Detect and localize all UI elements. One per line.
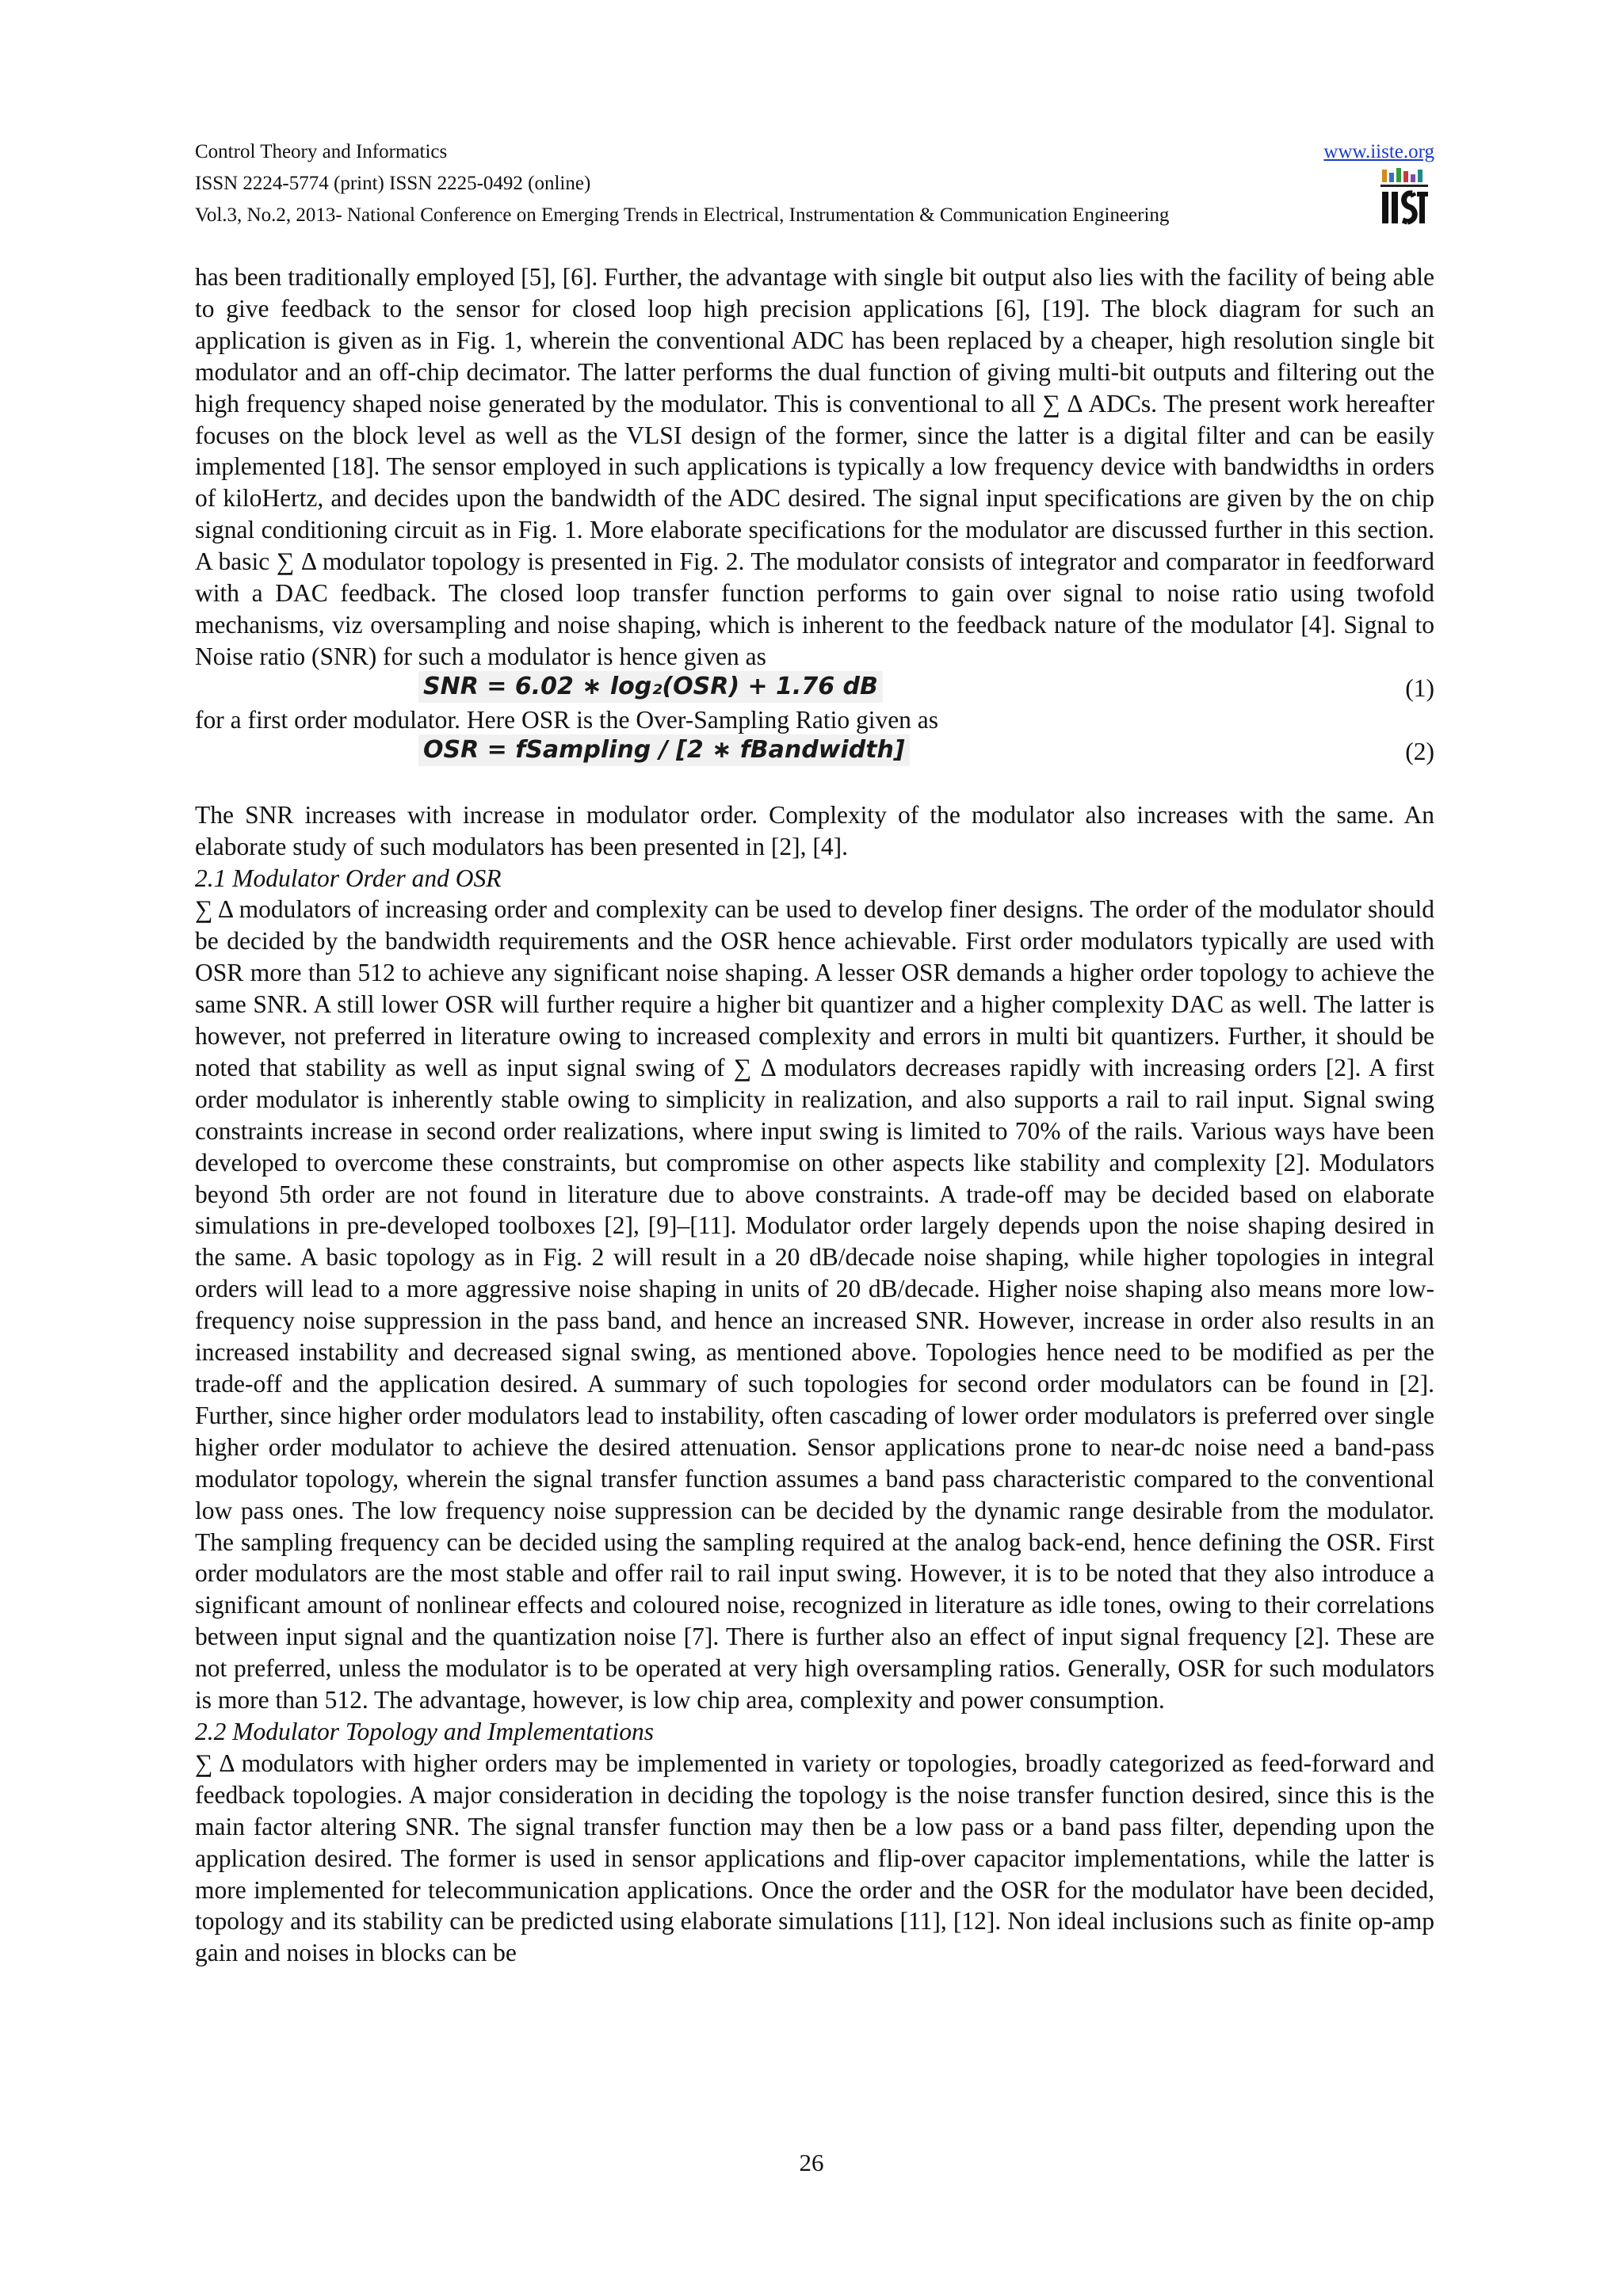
paragraph: ∑ Δ modulators of increasing order and complexity can be used to develop finer designs. The order of the modulator should be decided by the bandwidth requirements and the OSR hence achievable. First order modulators typically are used with OSR more than 512 to achieve any significant noise shaping. A lesser OSR demands a higher order topology to achieve the same SNR. A still lower OSR will further require a higher bit quantizer and a higher complexity DAC as well. The latter is however, not preferred in literature owing to increased complexity and errors in multi bit quantizers. Further, it should be noted that stability as well as input signal swing of ∑ Δ modulators decreases rapidly with increasing orders [2]. A first order modulator is inherently stable owing to simplicity in realization, and also supports a rail to rail input. Signal swing constraints increase in second order realizations, where input swing is limited to 70% of the rails. Various ways have been developed to overcome these constraints, but compromise on other aspects like stability and complexity [2]. Modulators beyond 5th order are not found in literature due to above constraints. A trade-off may be decided based on elaborate simulations in pre-developed toolboxes [2], [9]–[11]. Modulator order largely depends upon the noise shaping desired in the same. A basic topology as in Fig. 2 will result in a 20 dB/decade noise shaping, while higher topologies in integral orders will lead to a more aggressive noise shaping in units of 20 dB/decade. Higher noise shaping also means more low-frequency noise suppression in the pass band, and hence an increased SNR. However, increase in order also results in an increased instability and decreased signal swing, as mentioned above. Topologies hence need to be modified as per the trade-off and the application desired. A summary of such topologies for second order modulators can be found in [2]. Further, since higher order modulators lead to instability, often cascading of lower order modulators is preferred over single higher order modulator to achieve the desired attenuation. Sensor applications prone to near-dc noise need a band-pass modulator topology, wherein the signal transfer function assumes a band pass characteristic compared to the conventional low pass ones. The low frequency noise suppression can be decided by the dynamic range desirable from the modulator. The sampling frequency can be decided using the sampling required at the analog back-end, hence defining the OSR. First order modulators are the most stable and offer rail to rail input swing. However, it is to be noted that they also introduce a significant amount of nonlinear effects and coloured noise, recognized in literature as idle tones, owing to their correlations between input signal and the quantization noise [7]. There is further also an effect of input signal frequency [2]. These are not preferred, unless the modulator is to be operated at very high oversampling ratios. Generally, OSR for such modulators is more than 512. The advantage, however, is low chip area, complexity and power consumption. (195, 895, 1434, 1714)
paragraph: ∑ Δ modulators with higher orders may be implemented in variety or topologies, broadly categorized as feed-forward and feedback topologies. A major consideration in deciding the topology is the noise transfer function desired, since this is the main factor altering SNR. The signal transfer function may then be a low pass or a band pass filter, depending upon the application desired. The former is used in sensor applications and flip-over capacitor implementations, while the latter is more implemented for telecommunication applications. Once the order and the OSR for the modulator have been decided, topology and its stability can be predicted using elaborate simulations [11], [12]. Non ideal inclusions such as finite op-amp gain and noises in blocks can be (195, 1749, 1434, 1967)
section-heading: 2.2 Modulator Topology and Implementations (195, 1717, 654, 1745)
equation-formula: SNR = 6.02 ∗ log₂(OSR) + 1.76 dB (418, 671, 883, 703)
paragraph: has been traditionally employed [5], [6]. Further, the advantage with single bit output also lies with the facility of being able to give feedback to the sensor for closed loop high precision applications [6], [19]. The block diagram for such an application is given as in Fig. 1, wherein the conventional ADC has been replaced by a cheaper, high resolution single bit modulator and an off-chip decimator. The latter performs the dual function of giving multi-bit outputs and filtering out the high frequency shaped noise generated by the modulator. This is conventional to all ∑ Δ ADCs. The present work hereafter focuses on the block level as well as the VLSI design of the former, since the latter is a digital filter and can be easily implemented [18]. The sensor employed in such applications is typically a low frequency device with bandwidths in orders of kiloHertz, and decides upon the bandwidth of the ADC desired. The signal input specifications are given by the on chip signal conditioning circuit as in Fig. 1. More elaborate specifications for the modulator are discussed further in this section. A basic ∑ Δ modulator topology is presented in Fig. 2. The modulator consists of integrator and comparator in feedforward with a DAC feedback. The closed loop transfer function performs to gain over signal to noise ratio using twofold mechanisms, viz oversampling and noise shaping, which is inherent to the feedback nature of the modulator [4]. Signal to Noise ratio (SNR) for such a modulator is hence given as (195, 263, 1434, 670)
section-heading: 2.1 Modulator Order and OSR (195, 864, 502, 892)
equation-formula: OSR = fSampling / [2 ∗ fBandwidth] (418, 734, 910, 766)
equation-1 (195, 673, 1434, 704)
journal-title: Control Theory and Informatics (195, 141, 448, 162)
equation-number: (1) (1405, 673, 1434, 702)
journal-header (195, 136, 1434, 231)
blank-line (195, 768, 1434, 799)
equation-2 (195, 736, 1434, 768)
paragraph: for a first order modulator. Here OSR is the Over-Sampling Ratio given as (195, 705, 939, 734)
volume-line: Vol.3, No.2, 2013- National Conference on Emerging Trends in Electrical, Instrumentation & Communication Engineering (195, 204, 1170, 226)
article-body (195, 261, 1434, 1969)
paragraph: The SNR increases with increase in modulator order. Complexity of the modulator also increases with the same. An elaborate study of such modulators has been presented in [2], [4]. (195, 800, 1434, 860)
iiste-logo (1379, 168, 1431, 230)
journal-url-link[interactable]: www.iiste.org (1323, 141, 1434, 162)
page-number: 26 (799, 2149, 824, 2176)
equation-number: (2) (1405, 737, 1434, 765)
issn-line: ISSN 2224-5774 (print) ISSN 2225-0492 (online) (195, 173, 591, 194)
